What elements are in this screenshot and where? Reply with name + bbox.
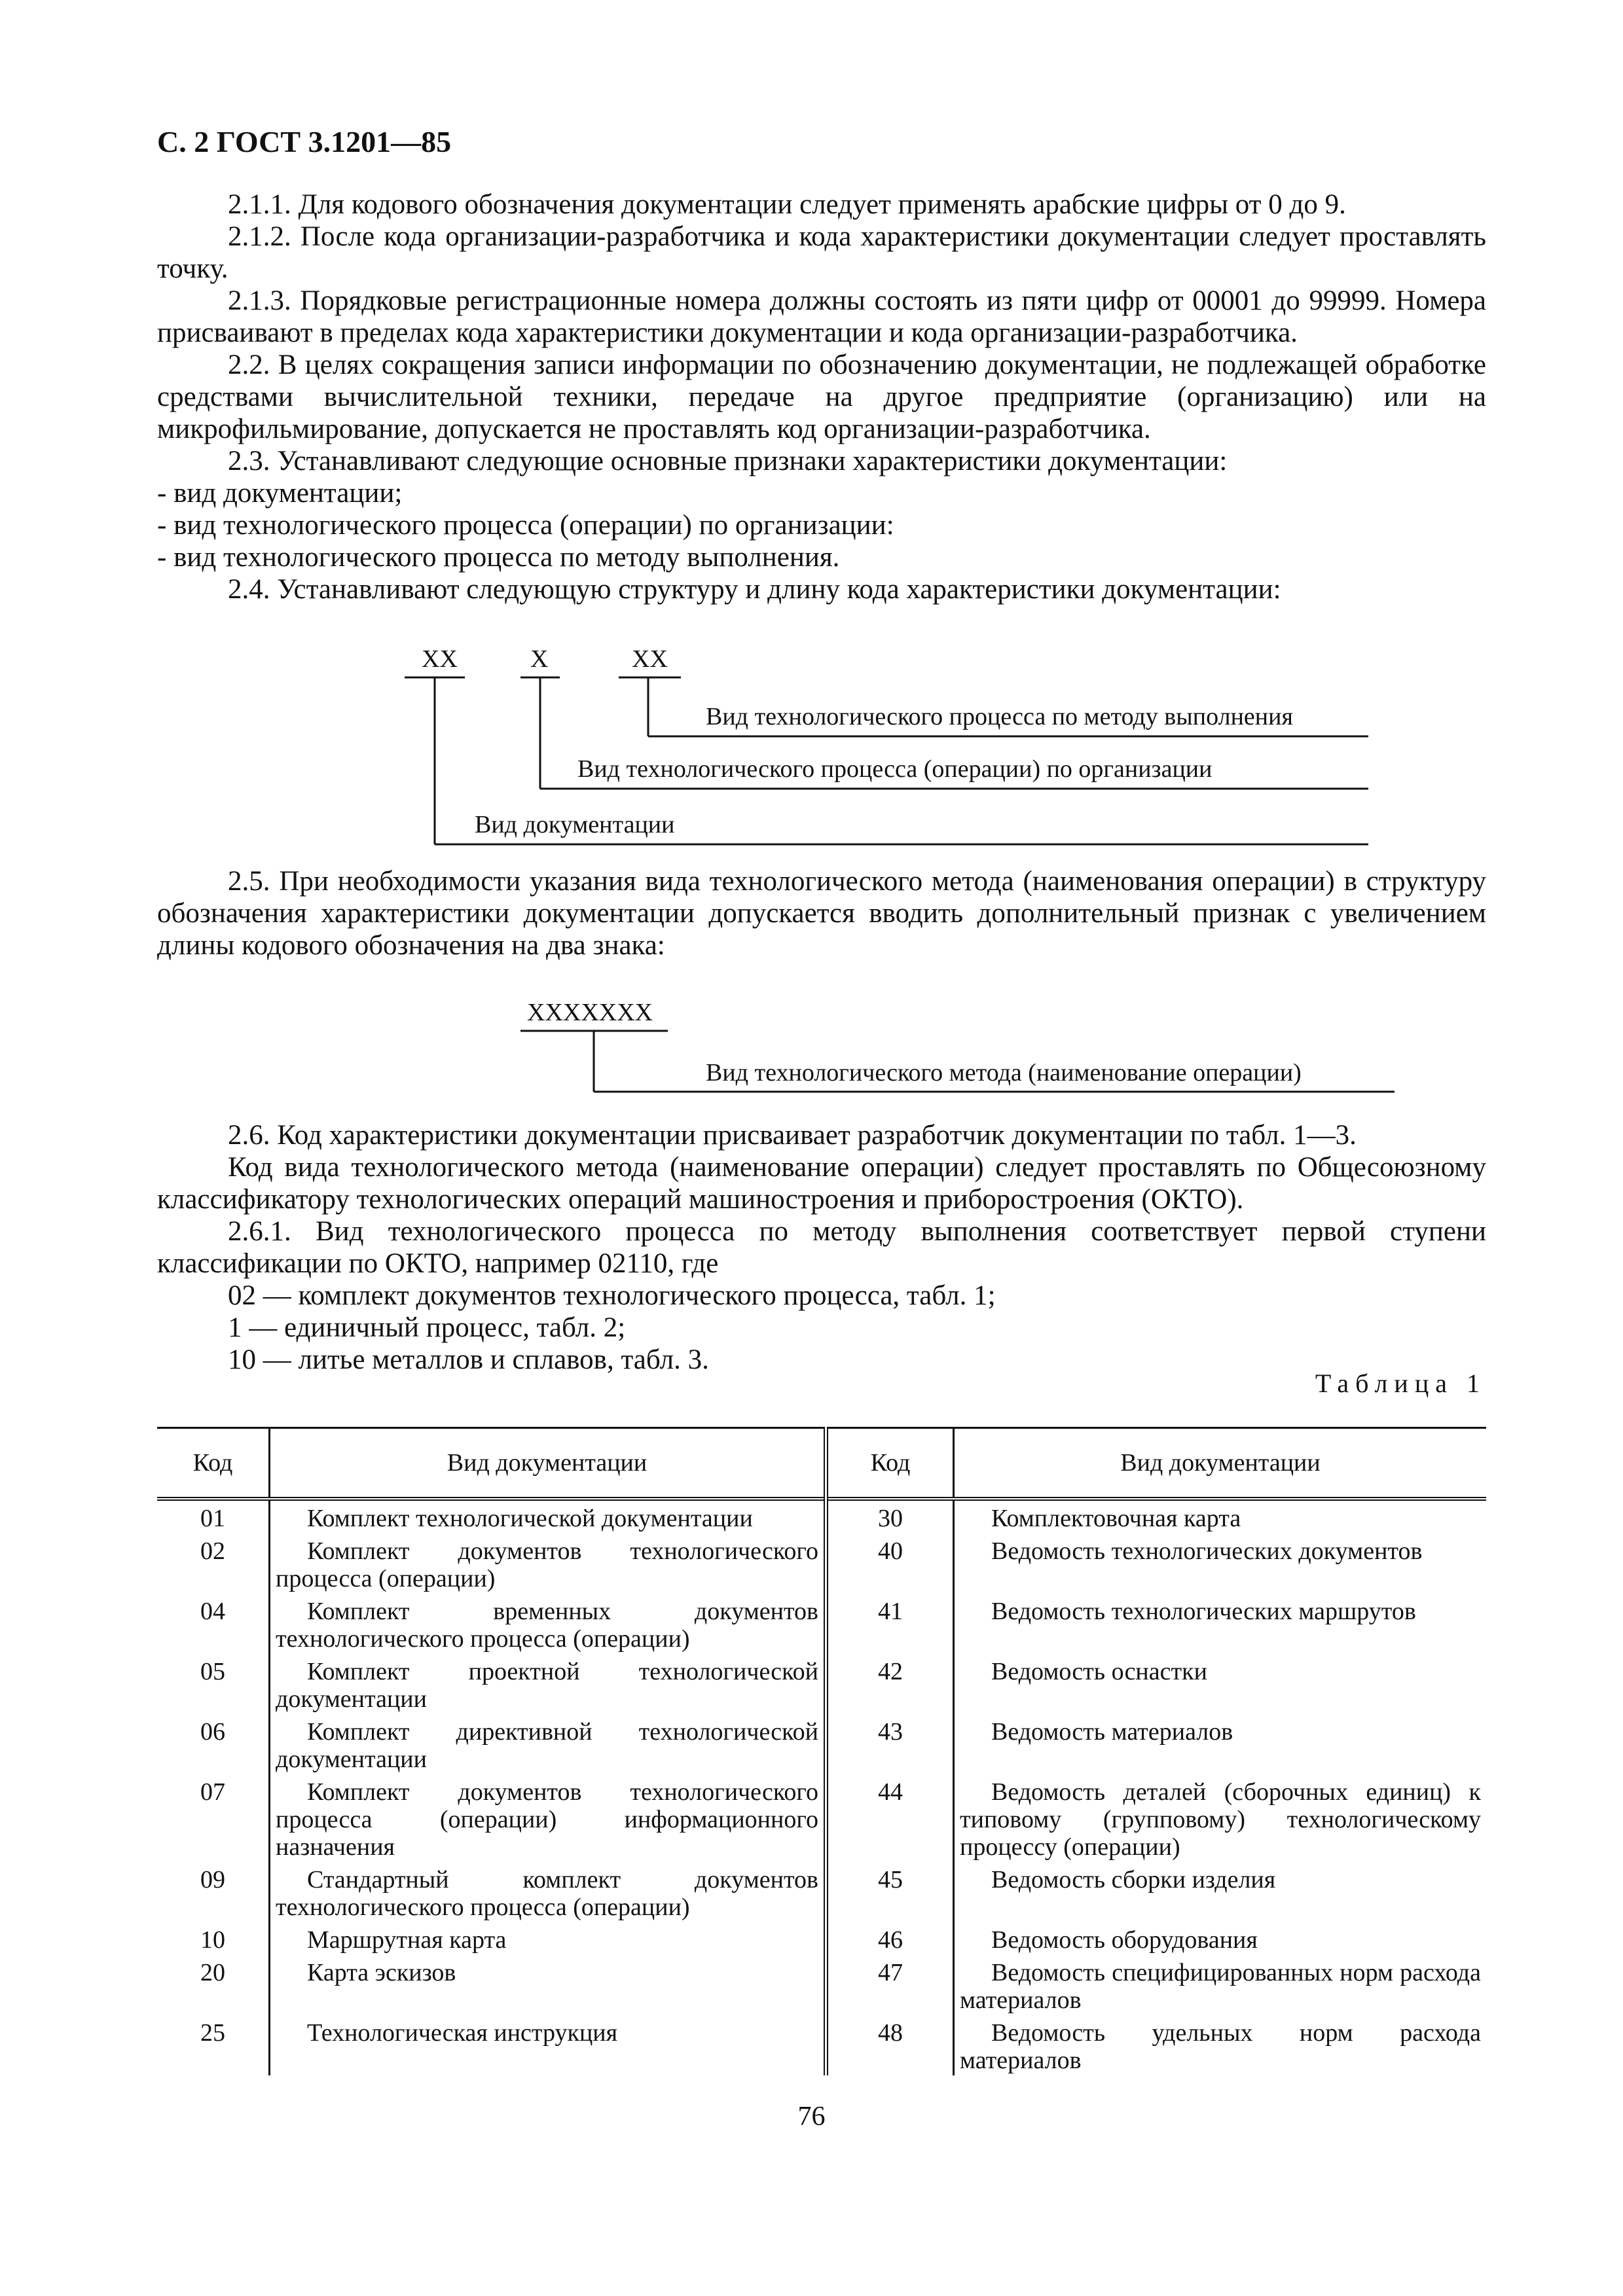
desc-cell: Ведомость оборудования [954, 1922, 1487, 1955]
code-cell: 04 [200, 1598, 225, 1625]
para-2-1-1: 2.1.1. Для кодового обозначения документации следует применять арабские цифры от 0 до 9. [228, 189, 1346, 220]
desc-cell: Ведомость удельных норм расхода материалов [954, 2015, 1487, 2075]
table-row [157, 1922, 1486, 1955]
table-caption: Таблица 1 [1315, 1369, 1486, 1398]
code-x: X [530, 645, 549, 673]
label-tech-method: Вид технологического метода (наименование операции) [706, 1059, 1302, 1086]
label-doc-type: Вид документации [475, 811, 675, 838]
code-xx-1: XX [422, 645, 458, 673]
desc-cell: Ведомость технологических маршрутов [954, 1594, 1487, 1654]
code-cell: 30 [826, 1499, 954, 1534]
para-2-2: 2.2. В целях сокращения записи информации по обозначению документации, не подлежащей обработке средствами вычислительной техники, передаче на другое предприятие (организацию) или на микрофильмирование, допускается не проставлять код организации-разработчика. [157, 350, 1486, 444]
code-cell: 46 [826, 1922, 954, 1955]
desc-cell: Карта эскизов [270, 1955, 826, 2015]
desc-cell: Комплект технологической документации [270, 1499, 826, 1534]
table-row [157, 1955, 1486, 2015]
para-2-6-1: 2.6.1. Вид технологического процесса по методу выполнения соответствует первой ступени классификации по ОКТО, например 02110, где [157, 1216, 1486, 1279]
doc-type-table [157, 1427, 1486, 2075]
desc-cell: Ведомость специфицированных норм расхода материалов [954, 1955, 1487, 2015]
table-row [157, 2015, 1486, 2075]
code-extended: XXXXXXX [527, 999, 653, 1026]
code-cell: 06 [200, 1718, 225, 1746]
table-row [157, 1499, 1486, 1534]
desc-cell: Комплект директивной технологической документации [270, 1714, 826, 1774]
code-cell: 40 [826, 1534, 954, 1594]
code-cell: 41 [826, 1594, 954, 1654]
table-header-row [157, 1428, 1486, 1499]
table-row [157, 1534, 1486, 1594]
page-header: С. 2 ГОСТ 3.1201—85 [157, 125, 452, 158]
para-2-6b: Код вида технологического метода (наименование операции) следует проставлять по Общесоюзному классификатору технологических операций машиностроения и приборостроения (ОКТО). [157, 1152, 1486, 1215]
code-cell: 42 [826, 1654, 954, 1714]
para-2-5: 2.5. При необходимости указания вида технологического метода (наименования операции) в структуру обозначения характеристики документации допускается вводить дополнительный признак с увеличением длины кодового обозначения на два знака: [157, 866, 1486, 961]
label-organization: Вид технологического процесса (операции) по организации [577, 755, 1213, 783]
para-2-3: 2.3. Устанавливают следующие основные признаки характеристики документации: [228, 446, 1228, 476]
example-line: 10 — литье металлов и сплавов, табл. 3. [228, 1344, 709, 1375]
desc-cell: Технологическая инструкция [270, 2015, 826, 2075]
para-2-1-2: 2.1.2. После кода организации-разработчика и кода характеристики документации следует проставлять точку. [157, 221, 1486, 284]
header-code-1: Код [157, 1428, 270, 1499]
code-cell: 45 [826, 1862, 954, 1922]
page-number: 76 [797, 2102, 826, 2132]
code-cell: 07 [200, 1778, 225, 1806]
desc-cell: Ведомость деталей (сборочных единиц) к типовому (групповому) технологическому процессу (операции) [954, 1774, 1487, 1862]
table-row [157, 1774, 1486, 1862]
code-cell: 20 [200, 1959, 225, 1986]
desc-cell: Маршрутная карта [270, 1922, 826, 1955]
text-block-2-5 [157, 865, 1486, 961]
desc-cell: Ведомость сборки изделия [954, 1862, 1487, 1922]
code-cell: 43 [826, 1714, 954, 1774]
table-row [157, 1862, 1486, 1922]
para-2-1-3: 2.1.3. Порядковые регистрационные номера должны состоять из пяти цифр от 00001 до 99999. Номера присваивают в пределах кода характеристики документации и кода организации-разработчика. [157, 285, 1486, 348]
desc-cell: Ведомость материалов [954, 1714, 1487, 1774]
example-line: 1 — единичный процесс, табл. 2; [228, 1312, 626, 1343]
desc-cell: Ведомость оснастки [954, 1654, 1487, 1714]
list-item: - вид технологического процесса по методу выполнения. [157, 542, 840, 573]
code-cell: 01 [200, 1505, 225, 1532]
desc-cell: Стандартный комплект документов технологического процесса (операции) [270, 1862, 826, 1922]
code-cell: 25 [200, 2019, 225, 2047]
text-block-2-6 [157, 1119, 1486, 1376]
header-desc-1: Вид документации [270, 1428, 826, 1499]
para-2-6: 2.6. Код характеристики документации присваивает разработчик документации по табл. 1—3. [228, 1120, 1357, 1151]
list-item: - вид документации; [157, 478, 403, 509]
header-desc-2: Вид документации [954, 1428, 1487, 1499]
code-cell: 09 [200, 1866, 225, 1893]
code-cell: 44 [826, 1774, 954, 1862]
list-item: - вид технологического процесса (операции) по организации: [157, 510, 894, 541]
code-cell: 05 [200, 1658, 225, 1685]
table-row [157, 1594, 1486, 1654]
label-method: Вид технологического процесса по методу выполнения [706, 703, 1293, 730]
desc-cell: Ведомость технологических документов [954, 1534, 1487, 1594]
desc-cell: Комплектовочная карта [954, 1499, 1487, 1534]
text-block-top [157, 188, 1486, 605]
code-cell: 48 [826, 2015, 954, 2075]
desc-cell: Комплект документов технологического процесса (операции) информационного назначения [270, 1774, 826, 1862]
code-xx-2: XX [632, 645, 668, 673]
example-line: 02 — комплект документов технологического процесса, табл. 1; [228, 1280, 996, 1311]
desc-cell: Комплект документов технологического процесса (операции) [270, 1534, 826, 1594]
table-row [157, 1714, 1486, 1774]
desc-cell: Комплект временных документов технологического процесса (операции) [270, 1594, 826, 1654]
table-row [157, 1654, 1486, 1714]
desc-cell: Комплект проектной технологической документации [270, 1654, 826, 1714]
para-2-4: 2.4. Устанавливают следующую структуру и длину кода характеристики документации: [228, 574, 1281, 605]
code-cell: 02 [200, 1537, 225, 1565]
header-code-2: Код [826, 1428, 954, 1499]
code-cell: 47 [826, 1955, 954, 2015]
code-cell: 10 [200, 1926, 225, 1954]
